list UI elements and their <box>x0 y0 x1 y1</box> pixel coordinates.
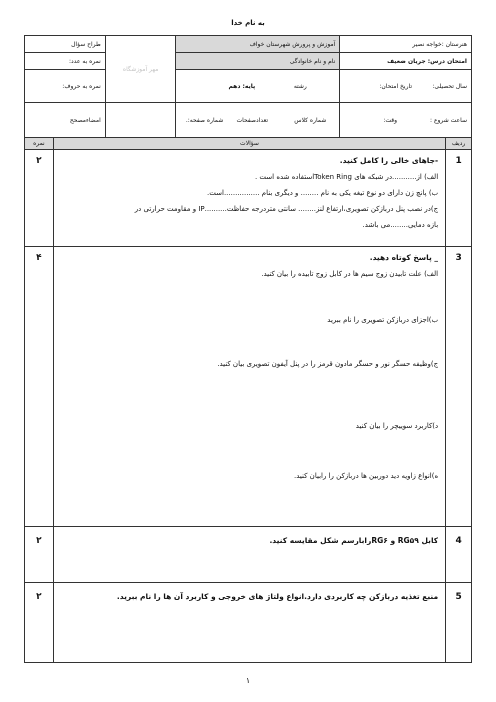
question-text <box>53 150 445 247</box>
school-stamp-area: مهر آموزشگاه <box>105 36 176 103</box>
question-title: -جاهای خالی را کامل کنید. <box>339 156 439 165</box>
question-row <box>25 247 472 527</box>
corrector-signature-field: امضاءمصحح <box>25 103 106 139</box>
question-score: ۲ <box>25 150 54 247</box>
question-row <box>25 583 472 663</box>
question-text <box>53 583 445 663</box>
question-text <box>53 527 445 583</box>
duration-field: وقت: <box>383 117 397 124</box>
question-line: بازه دمایی........می باشد. <box>362 221 439 229</box>
exam-subject: امتحان درس: جریان ضعیف <box>340 53 472 70</box>
exam-header-table <box>24 35 472 139</box>
question-number: 1 <box>446 150 472 247</box>
question-score: ۲ <box>25 527 54 583</box>
school-year-field: سال تحصیلی: <box>432 82 467 90</box>
question-part: ج)وظیفه حسگر نور و حسگر مادون قرمز را در پنل آیفون تصویری بیان کنید. <box>217 360 439 368</box>
basmala-heading: به نام خدا <box>231 19 265 27</box>
major-field: رشته <box>293 82 307 90</box>
student-name-field: نام و نام خانوادگی <box>176 53 340 70</box>
question-part: ه)انواع زاویه دید دوربین ها دربازکن را رابیان کنید. <box>294 472 439 480</box>
questions-table <box>24 137 472 663</box>
question-title: _ پاسخ کوتاه دهید. <box>369 253 439 262</box>
question-score: ۲ <box>25 583 54 663</box>
page-number: ۱ <box>245 676 251 685</box>
question-part: ب)اجزای دربازکن تصویری را نام ببرید <box>327 316 439 324</box>
score-words-field: نمره به حروف: <box>25 70 106 103</box>
question-title: منبع تغذیه دربازکن چه کاربردی دارد.انواع ولتاژ های خروجی و کاربرد آن ها را نام ببرید. <box>116 592 439 601</box>
question-text <box>53 247 445 527</box>
question-title: کابل RG۵۹ و RG۶رابارسم شکل مقایسه کنید. <box>269 536 439 545</box>
column-header-row: ردیف <box>446 138 472 150</box>
question-number: 4 <box>446 527 472 583</box>
question-number: 3 <box>446 247 472 527</box>
question-line: ب) پانچ زن دارای دو نوع تیغه یکی به نام ........ و دیگری بنام ................است. <box>207 189 439 197</box>
column-header-questions: سؤالات <box>53 138 445 150</box>
column-header-score: نمره <box>25 138 54 150</box>
department-name: آموزش و پرورش شهرستان خواف <box>176 36 340 53</box>
question-line: الف) از...........در شبکه های Token Ringاستفاده شده است . <box>254 173 439 181</box>
score-numeric-field: نمره به عدد: <box>25 53 106 70</box>
question-number: 5 <box>446 583 472 663</box>
start-time-field: ساعت شروع : <box>430 117 467 124</box>
school-name: هنرستان :خواجه نصیر <box>340 36 472 53</box>
page-number-field: شماره صفحه:. <box>185 117 224 124</box>
question-line: ج)در نصب پنل دربازکن تصویری،ارتفاع لنز........ سانتی متردرجه حفاظت..........IP و مقاومت حرارتی در <box>134 205 439 213</box>
question-designer: طراح سؤال <box>25 36 106 53</box>
question-row <box>25 150 472 247</box>
page-count-field: تعدادصفحات <box>236 117 269 124</box>
class-number-field: شماره کلاس <box>294 117 327 124</box>
question-part: د)کاربرد سوییچر را بیان کنید <box>355 422 439 430</box>
question-row <box>25 527 472 583</box>
question-part: الف) علت تابیدن زوج سیم ها در کابل زوج تابیده را بیان کنید. <box>261 270 439 278</box>
exam-date-field: تاریخ امتحان: <box>379 82 412 90</box>
question-score: ۴ <box>25 247 54 527</box>
grade-field: پایه: دهم <box>228 82 256 90</box>
